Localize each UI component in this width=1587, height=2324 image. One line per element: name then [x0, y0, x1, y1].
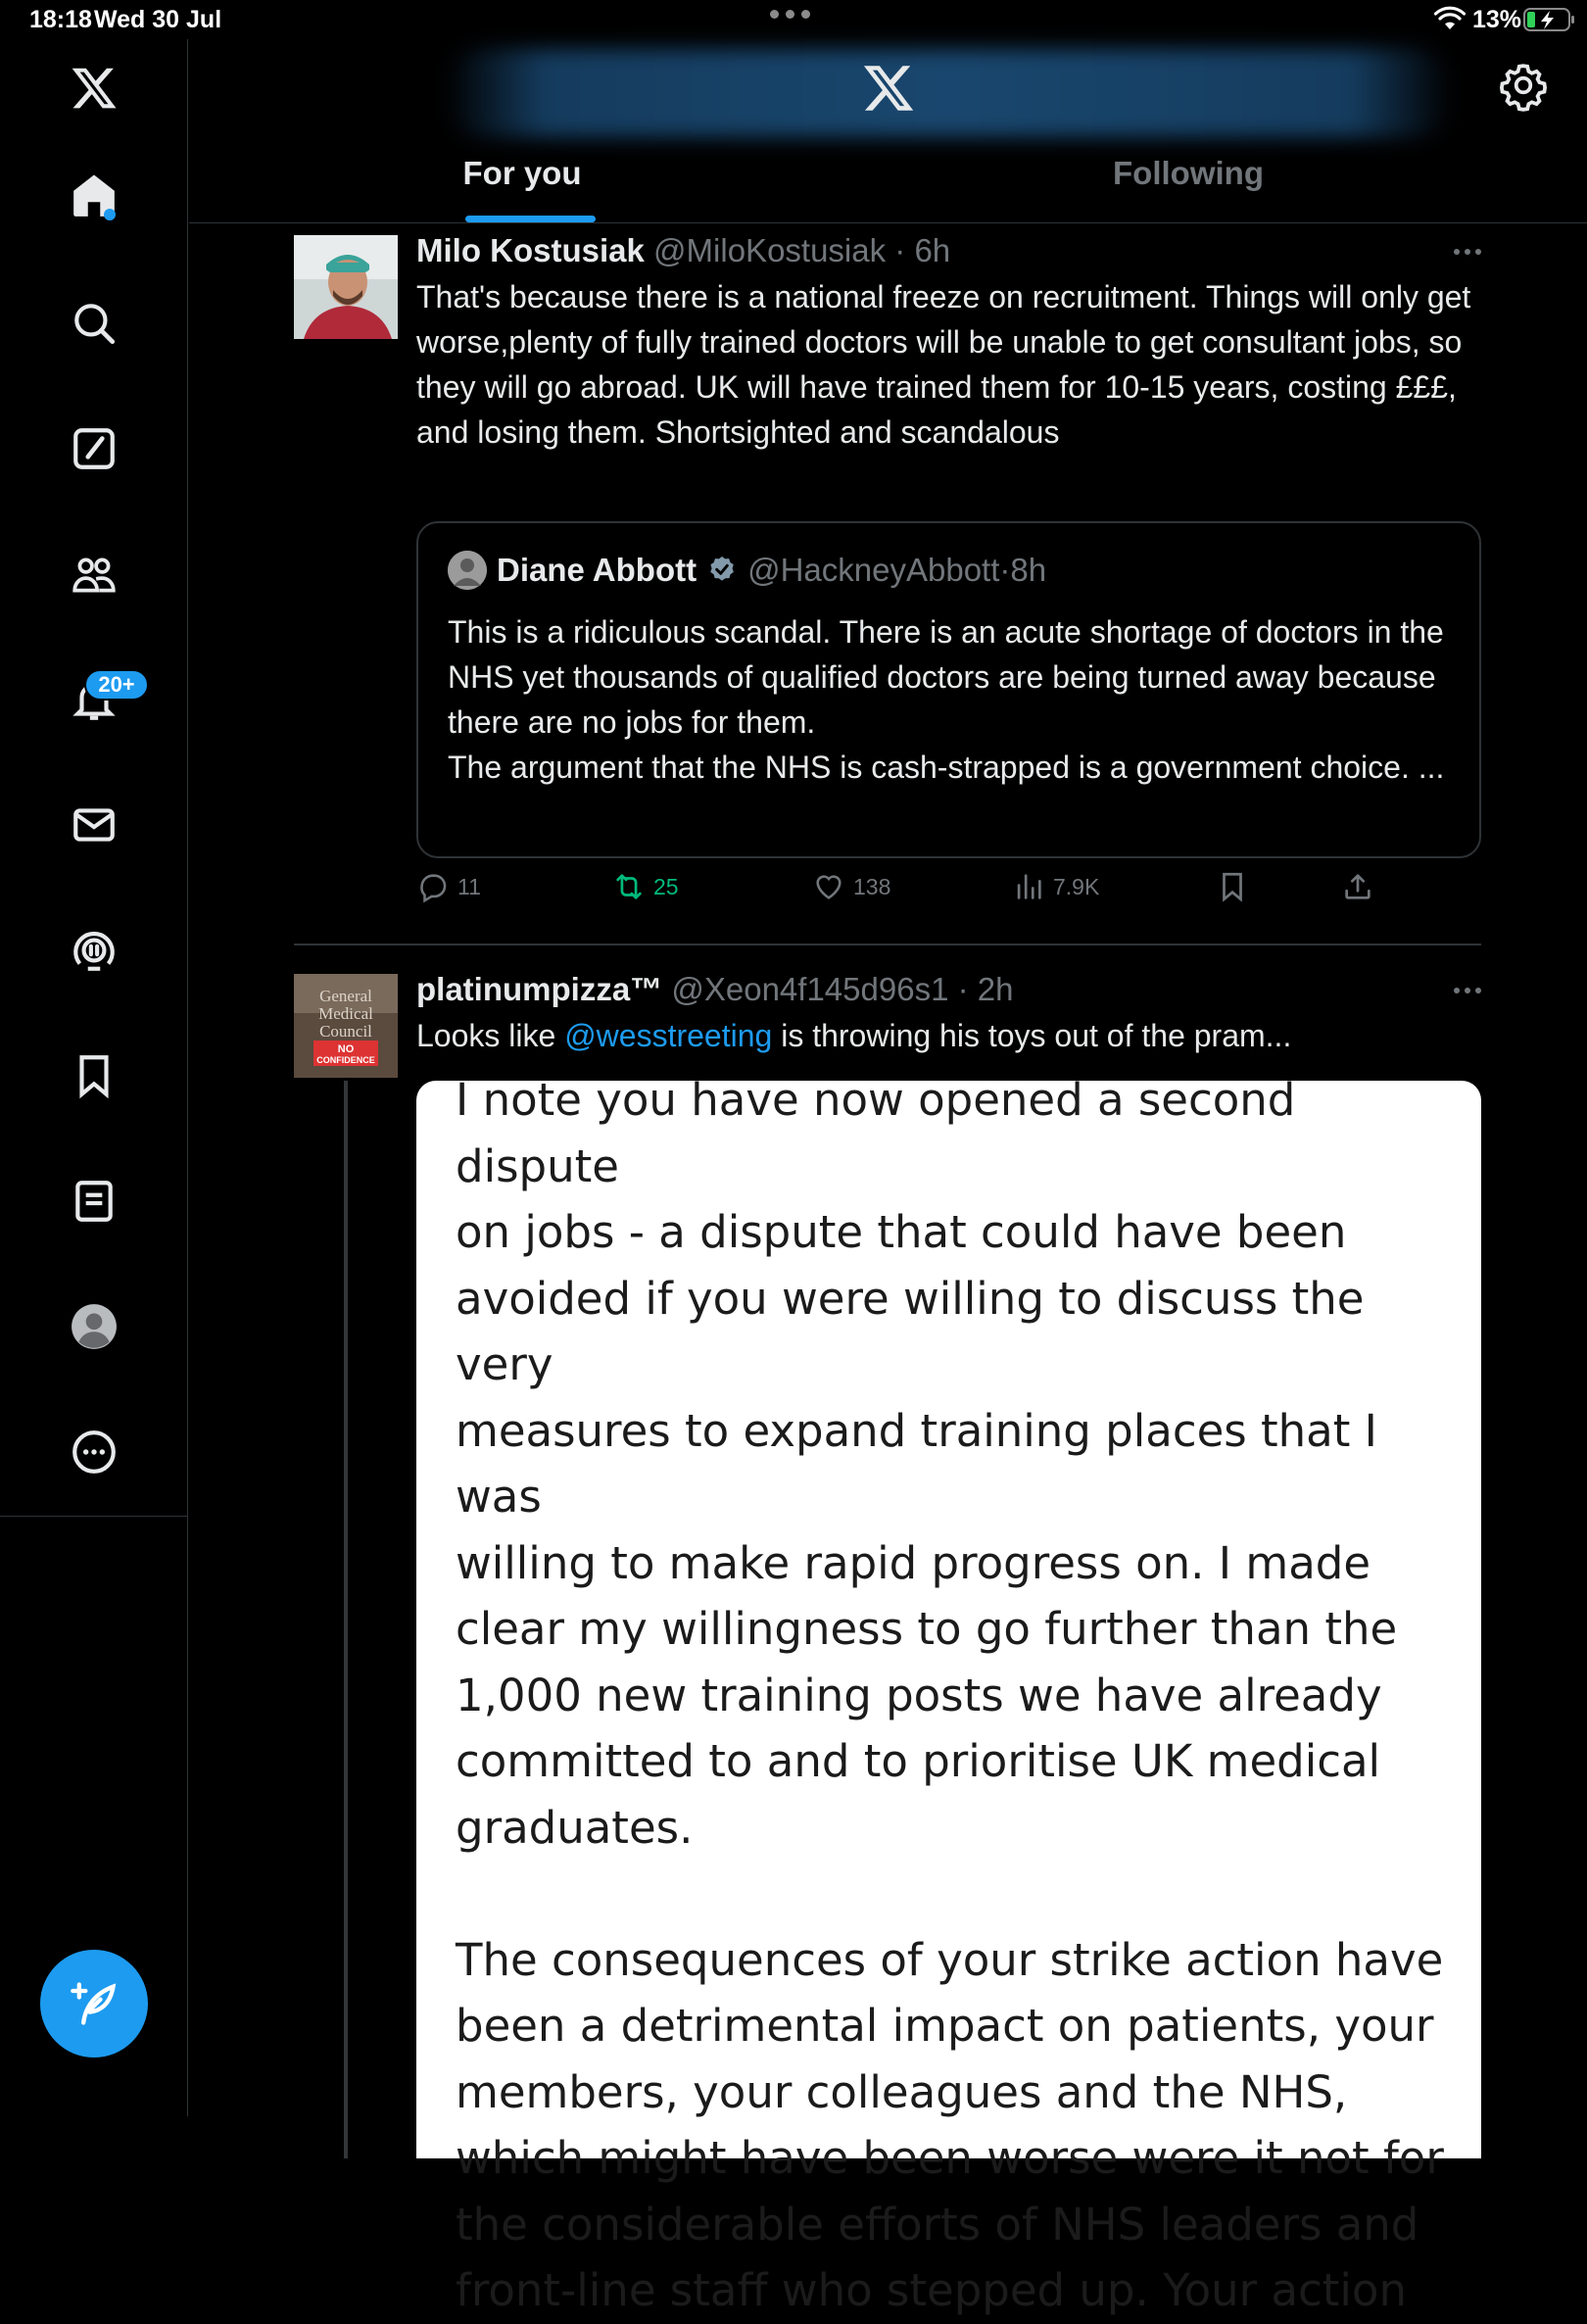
tweet-text: [416, 1013, 1481, 1058]
tweet-time[interactable]: 2h: [977, 971, 1014, 1007]
tab-for-you[interactable]: For you: [462, 155, 582, 191]
bookmark-icon[interactable]: [65, 1046, 123, 1105]
author-name[interactable]: Milo Kostusiak: [416, 232, 645, 268]
mail-icon[interactable]: [65, 796, 123, 854]
avatar-text: CONFIDENCE: [316, 1055, 375, 1065]
quote-header: [448, 551, 1046, 590]
image-text: I note you have now opened a second dispute on jobs - a dispute that could have been avoided if you were willing to discuss the very measures to expand training places that I was willing to make rapid progress on. I made clear my willingness to go further than the 1,000 new training posts we have already committed to and to prioritise UK medical graduates. The consequences of your strike action have been a detrimental impact on patients, your members, your colleagues and the NHS, which might have been worse were it not for the considerable efforts of NHS leaders and front-line staff who stepped up. Your action: [456, 1074, 1444, 2316]
tab-following[interactable]: Following: [1113, 155, 1264, 191]
reply-button[interactable]: [416, 870, 481, 903]
bookmark-icon: [1216, 870, 1249, 903]
tweet-text-part: is throwing his toys out of the pram...: [772, 1018, 1292, 1053]
share-icon: [1341, 870, 1374, 903]
x-logo-icon[interactable]: [861, 61, 916, 116]
active-tab-indicator: [465, 216, 596, 222]
reply-count: 11: [457, 873, 481, 899]
status-date: Wed 30 Jul: [94, 6, 222, 33]
retweet-icon: [612, 870, 646, 903]
quote-avatar: [448, 551, 487, 590]
quote-time: 8h: [1010, 552, 1047, 588]
timeline-header: [189, 39, 1587, 223]
bookmark-button[interactable]: [1216, 870, 1249, 903]
quote-author-name: Diane Abbott: [497, 552, 697, 588]
more-options-icon[interactable]: [1454, 988, 1481, 993]
battery-charging-icon: [1523, 8, 1576, 31]
tweet-text-part: Looks like: [416, 1018, 565, 1053]
like-button[interactable]: [812, 870, 890, 903]
views-button[interactable]: [1012, 870, 1099, 903]
gear-icon[interactable]: [1499, 61, 1548, 110]
verified-badge-icon: [706, 555, 738, 586]
share-button[interactable]: [1341, 870, 1374, 903]
author-handle[interactable]: @MiloKostusiak: [653, 232, 887, 268]
quote-paragraph: This is a ridiculous scandal. There is an acute shortage of doctors in the NHS yet thousands of qualified doctors are being turned away because there are no jobs for them.: [448, 614, 1444, 740]
status-time: 18:18: [29, 6, 92, 33]
x-logo-icon[interactable]: [65, 59, 123, 118]
avatar-text: General: [319, 987, 372, 1005]
separator-dot: ·: [999, 552, 1011, 588]
communities-icon[interactable]: [65, 545, 123, 604]
author-handle[interactable]: @Xeon4f145d96s1: [671, 971, 949, 1007]
tweet-actions: [416, 870, 1481, 919]
thread-line: [344, 1081, 348, 2158]
sidebar: [0, 39, 188, 2116]
spaces-icon[interactable]: [65, 921, 123, 980]
grok-icon[interactable]: [65, 419, 123, 478]
quote-text: [448, 609, 1447, 790]
status-bar: [0, 0, 1587, 39]
list-icon[interactable]: [65, 1172, 123, 1231]
mention-link[interactable]: @wesstreeting: [564, 1018, 773, 1053]
reply-icon: [416, 870, 450, 903]
more-options-icon[interactable]: [1454, 249, 1481, 255]
quote-paragraph: The argument that the NHS is cash-strapped is a government choice. ...: [448, 750, 1445, 785]
separator-dot: ·: [948, 971, 978, 1007]
tweet-header: [416, 231, 1481, 270]
views-chart-icon: [1012, 870, 1045, 903]
retweet-button[interactable]: [612, 870, 679, 903]
search-icon[interactable]: [65, 294, 123, 353]
like-count: 138: [853, 873, 891, 899]
avatar-text: Council: [319, 1022, 372, 1041]
heart-icon: [812, 870, 845, 903]
blurred-banner: [444, 49, 1453, 137]
battery-percent: 13%: [1472, 6, 1522, 33]
feather-plus-icon: [69, 1978, 120, 2029]
compose-post-button[interactable]: [40, 1950, 148, 2058]
tweet-header: [416, 970, 1481, 1009]
tweet-divider: [294, 944, 1481, 945]
avatar-text: NO: [337, 1043, 355, 1055]
tweet-image[interactable]: [416, 1074, 1481, 2316]
notifications-badge: 20+: [84, 669, 149, 701]
quote-tweet[interactable]: [416, 521, 1481, 858]
separator-dot: ·: [886, 232, 915, 268]
views-count: 7.9K: [1053, 873, 1100, 899]
wifi-icon: [1434, 6, 1466, 31]
home-unread-dot: [104, 209, 116, 220]
quote-author-handle: @HackneyAbbott: [747, 552, 1000, 588]
more-circle-icon[interactable]: [65, 1423, 123, 1481]
author-name[interactable]: platinumpizza™: [416, 971, 663, 1007]
avatar-text: Medical: [318, 1004, 373, 1023]
avatar[interactable]: [294, 974, 398, 1078]
sidebar-divider: [0, 1516, 188, 1517]
tweet-text: That's because there is a national freeze on recruitment. Things will only get worse,plenty of fully trained doctors will be unable to get consultant jobs, so they will go abroad. UK will have trained them for 10-15 years, costing £££, and losing them. Shortsighted and scandalous: [416, 279, 1471, 450]
avatar[interactable]: [294, 235, 398, 339]
retweet-count: 25: [653, 873, 679, 899]
tweet-time[interactable]: 6h: [914, 232, 951, 268]
multitask-dots-icon[interactable]: [770, 10, 810, 19]
profile-avatar-icon[interactable]: [65, 1297, 123, 1356]
